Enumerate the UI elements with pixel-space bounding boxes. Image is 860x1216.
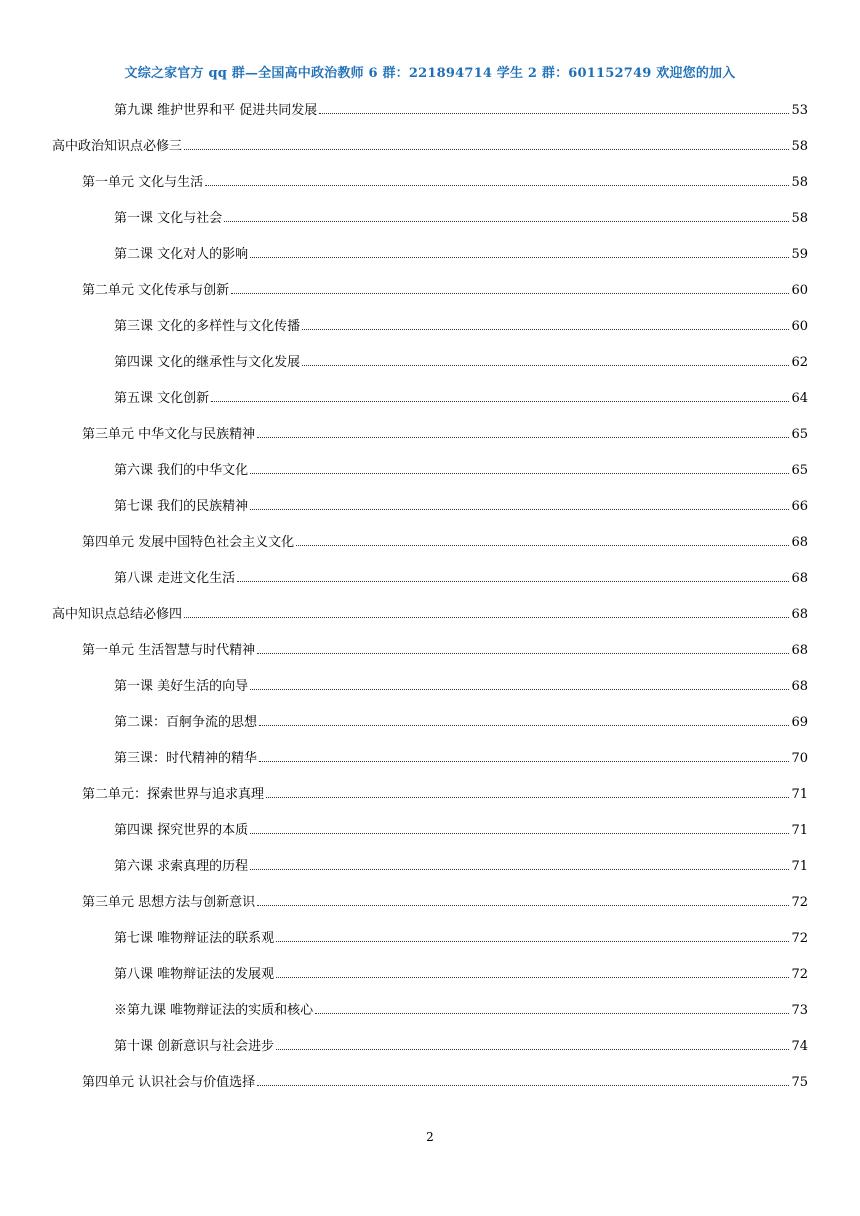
- toc-page: 71: [791, 859, 808, 874]
- toc-page: 72: [791, 931, 808, 946]
- dot-leader: [237, 580, 789, 582]
- dot-leader: [250, 868, 789, 870]
- toc-entry[interactable]: [114, 456, 808, 478]
- dot-leader: [259, 724, 789, 726]
- toc-label: 第四课 文化的继承性与文化发展: [114, 355, 301, 370]
- dot-leader: [266, 796, 789, 798]
- toc-page: 75: [791, 1075, 808, 1090]
- toc-entry[interactable]: [114, 708, 808, 730]
- dot-leader: [250, 688, 789, 690]
- toc-page: 68: [791, 643, 808, 658]
- toc-page: 68: [791, 607, 808, 622]
- toc-page: 66: [791, 499, 808, 514]
- dot-leader: [231, 292, 789, 294]
- toc-page: 71: [791, 787, 808, 802]
- toc-entry[interactable]: [114, 96, 808, 118]
- toc-label: 第二单元：探索世界与追求真理: [82, 787, 265, 802]
- page-header: 文综之家官方 qq 群—全国高中政治教师 6 群：221894714 学生 2 群：601152749 欢迎您的加入: [124, 66, 736, 81]
- toc-entry[interactable]: [114, 960, 808, 982]
- toc-entry[interactable]: [52, 132, 808, 154]
- toc-page: 73: [791, 1003, 808, 1018]
- dot-leader: [250, 256, 789, 258]
- page-number: 2: [426, 1130, 434, 1144]
- toc-entry[interactable]: [52, 600, 808, 622]
- dot-leader: [276, 976, 789, 978]
- toc-label: 高中知识点总结必修四: [52, 607, 183, 622]
- dot-leader: [296, 544, 789, 546]
- toc-entry[interactable]: [82, 1068, 808, 1090]
- toc-entry[interactable]: [114, 564, 808, 586]
- toc-entry[interactable]: [114, 384, 808, 406]
- dot-leader: [250, 472, 789, 474]
- dot-leader: [259, 760, 789, 762]
- toc-page: 70: [791, 751, 808, 766]
- toc-entry[interactable]: [114, 1032, 808, 1054]
- toc-entry[interactable]: [82, 420, 808, 442]
- toc-page: 64: [791, 391, 808, 406]
- toc-label: 第三单元 思想方法与创新意识: [82, 895, 256, 910]
- toc-entry[interactable]: [114, 852, 808, 874]
- toc-entry[interactable]: [114, 492, 808, 514]
- toc-label: 第六课 求索真理的历程: [114, 859, 249, 874]
- toc-label: 第一单元 文化与生活: [82, 175, 204, 190]
- toc-page: 60: [791, 319, 808, 334]
- toc-label: 第三单元 中华文化与民族精神: [82, 427, 256, 442]
- toc-entry[interactable]: [114, 924, 808, 946]
- toc-label: 第三课：时代精神的精华: [114, 751, 258, 766]
- toc-entry[interactable]: [114, 240, 808, 262]
- toc-entry[interactable]: [82, 636, 808, 658]
- dot-leader: [257, 652, 789, 654]
- toc-label: 第三课 文化的多样性与文化传播: [114, 319, 301, 334]
- toc-label: 第二课 文化对人的影响: [114, 247, 249, 262]
- toc-label: 第四单元 发展中国特色社会主义文化: [82, 535, 295, 550]
- dot-leader: [184, 148, 789, 150]
- dot-leader: [257, 904, 789, 906]
- dot-leader: [205, 184, 789, 186]
- toc-page: 72: [791, 895, 808, 910]
- dot-leader: [250, 508, 789, 510]
- toc-page: 72: [791, 967, 808, 982]
- toc-entry[interactable]: [114, 996, 808, 1018]
- toc-label: 第八课 走进文化生活: [114, 571, 236, 586]
- toc-label: 第一课 文化与社会: [114, 211, 223, 226]
- dot-leader: [184, 616, 789, 618]
- dot-leader: [250, 832, 789, 834]
- toc-page: 68: [791, 571, 808, 586]
- dot-leader: [257, 436, 789, 438]
- toc-label: 第一单元 生活智慧与时代精神: [82, 643, 256, 658]
- toc-label: 第八课 唯物辩证法的发展观: [114, 967, 275, 982]
- toc-entry[interactable]: [82, 528, 808, 550]
- toc-page: 58: [791, 175, 808, 190]
- toc-page: 65: [791, 427, 808, 442]
- toc-entry[interactable]: [114, 312, 808, 334]
- toc-page: 65: [791, 463, 808, 478]
- toc-page: 68: [791, 535, 808, 550]
- toc-label: 第二单元 文化传承与创新: [82, 283, 230, 298]
- dot-leader: [224, 220, 789, 222]
- toc-entry[interactable]: [114, 744, 808, 766]
- dot-leader: [211, 400, 789, 402]
- toc-entry[interactable]: [114, 348, 808, 370]
- toc-page: 59: [791, 247, 808, 262]
- dot-leader: [276, 940, 789, 942]
- toc-page: 58: [791, 139, 808, 154]
- toc-entry[interactable]: [82, 168, 808, 190]
- toc-label: 第四课 探究世界的本质: [114, 823, 249, 838]
- toc-entry[interactable]: [82, 780, 808, 802]
- dot-leader: [315, 1012, 789, 1014]
- dot-leader: [302, 328, 789, 330]
- toc-page: 74: [791, 1039, 808, 1054]
- dot-leader: [257, 1084, 789, 1086]
- toc-entry[interactable]: [114, 204, 808, 226]
- toc-page: 62: [791, 355, 808, 370]
- toc-label: 第五课 文化创新: [114, 391, 210, 406]
- toc-page: 71: [791, 823, 808, 838]
- toc-label: ※第九课 唯物辩证法的实质和核心: [114, 1003, 314, 1018]
- toc-page: 60: [791, 283, 808, 298]
- toc-page: 68: [791, 679, 808, 694]
- toc-label: 第七课 唯物辩证法的联系观: [114, 931, 275, 946]
- toc-label: 第六课 我们的中华文化: [114, 463, 249, 478]
- toc-page: 58: [791, 211, 808, 226]
- dot-leader: [302, 364, 789, 366]
- toc-entry[interactable]: [82, 888, 808, 910]
- toc-label: 高中政治知识点必修三: [52, 139, 183, 154]
- toc-entry[interactable]: [82, 276, 808, 298]
- toc-label: 第九课 维护世界和平 促进共同发展: [114, 103, 318, 118]
- toc-label: 第四单元 认识社会与价值选择: [82, 1075, 256, 1090]
- toc-label: 第二课：百舸争流的思想: [114, 715, 258, 730]
- toc-page: 69: [791, 715, 808, 730]
- dot-leader: [319, 112, 789, 114]
- toc-page: 53: [791, 103, 808, 118]
- toc-entry[interactable]: [114, 816, 808, 838]
- toc-entry[interactable]: [114, 672, 808, 694]
- toc-label: 第七课 我们的民族精神: [114, 499, 249, 514]
- toc-label: 第十课 创新意识与社会进步: [114, 1039, 275, 1054]
- dot-leader: [276, 1048, 789, 1050]
- toc-label: 第一课 美好生活的向导: [114, 679, 249, 694]
